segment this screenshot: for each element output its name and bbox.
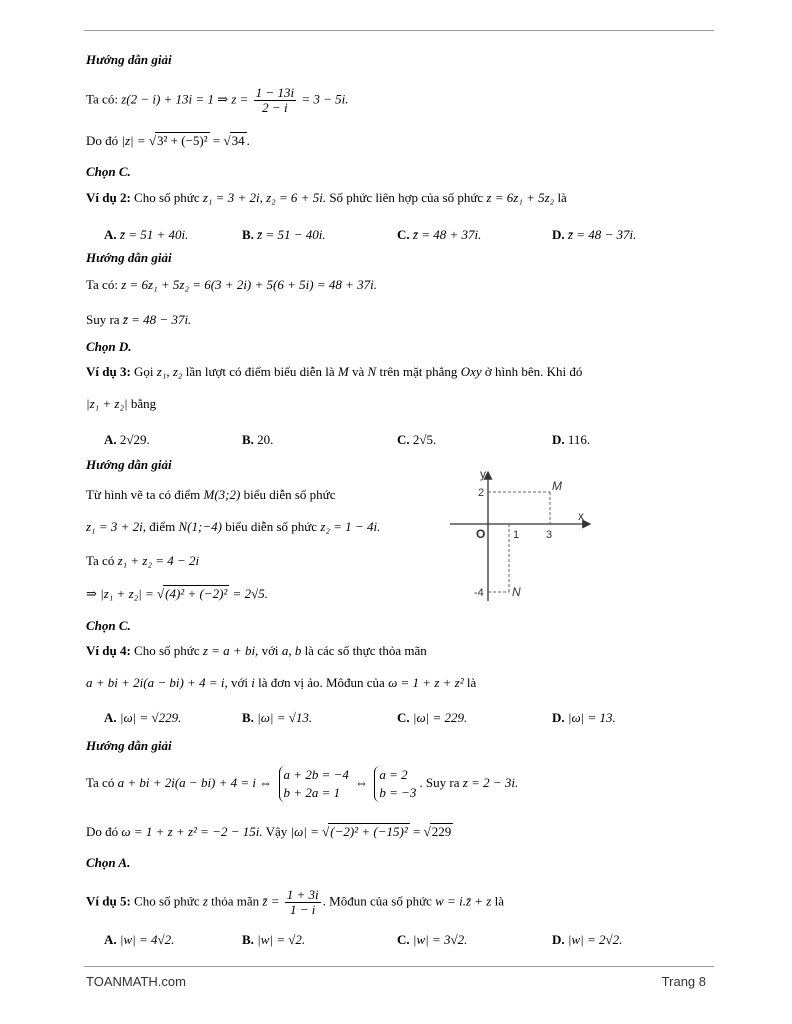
- math: z = 2 − 3i.: [462, 775, 519, 790]
- math: = 2√5.: [232, 586, 268, 601]
- math: z₂ = 1 − 4i.: [320, 519, 381, 534]
- math: M(3;2): [203, 487, 241, 502]
- solution-heading: Hướng dẫn giải: [86, 250, 172, 265]
- text: biểu diễn số phức: [225, 519, 318, 534]
- answer-choice: Chọn D.: [86, 339, 132, 354]
- solution-line: [86, 487, 335, 503]
- text: ở hình bên. Khi đó: [484, 364, 583, 379]
- text: Vậy: [265, 824, 288, 839]
- math: Oxy: [460, 364, 482, 379]
- fraction-numerator: 1 + 3i: [286, 887, 319, 902]
- point-label-n: N: [512, 585, 521, 599]
- origin-label: O: [476, 527, 486, 541]
- example-label: Ví dụ 5:: [86, 893, 131, 909]
- math: z₁ + z₂ = 4 − 2i: [117, 553, 200, 568]
- example-2-question: [86, 190, 567, 206]
- math: |z| =: [121, 133, 146, 148]
- example-4-question-cont: [86, 675, 476, 691]
- solution-line: [86, 277, 377, 293]
- fraction: [254, 86, 296, 115]
- math: = 3 − 5i.: [301, 91, 349, 107]
- text: Suy ra: [425, 775, 460, 790]
- text: Ta có: [86, 553, 115, 568]
- text: lần lượt có điểm biểu diễn là: [185, 364, 335, 379]
- example-label: Ví dụ 4:: [86, 643, 131, 658]
- math: |ω| =: [290, 824, 319, 839]
- math: z₁ = 3 + 2i, z₂ = 6 + 5i.: [202, 190, 327, 205]
- equation-system: [279, 766, 349, 802]
- option-c: C. 2√5.: [397, 432, 437, 447]
- example-3-question-cont: [86, 396, 156, 412]
- radicand: 3² + (−5)²: [157, 133, 208, 148]
- point-label-m: M: [552, 479, 562, 493]
- solution-line: [86, 553, 199, 569]
- text: Ta có:: [86, 277, 118, 292]
- math: =: [412, 824, 421, 839]
- math: z = 6z₁ + 5z₂: [486, 190, 555, 205]
- equation: b = −3: [379, 785, 417, 801]
- radicand: (4)² + (−2)²: [165, 586, 228, 601]
- option-c: C. |ω| = 229.: [397, 710, 468, 725]
- option-a: A. |w| = 4√2.: [104, 932, 175, 947]
- solution-line: Do đó ω = 1 + z + z² = −2 − 15i. Vậy |ω| = √(−2)² + (−15)² = √229: [86, 824, 452, 839]
- solution-line: ⇒ |z₁ + z₂| = √(4)² + (−2)² = 2√5.: [86, 586, 268, 601]
- header-rule: [84, 30, 714, 31]
- answer-choice: Chọn C.: [86, 618, 131, 633]
- text: là các số thực thỏa mãn: [304, 643, 427, 658]
- solution-line: [86, 519, 380, 535]
- math: N(1;−4): [178, 519, 222, 534]
- text: Gọi: [134, 364, 154, 379]
- equation-system: [374, 766, 416, 802]
- tick-label-x: 1: [513, 529, 520, 541]
- math: z₁, z₂: [156, 364, 183, 379]
- fraction-denominator: 1 − i: [290, 902, 316, 917]
- math: ω = 1 + z + z² = −2 − 15i.: [121, 824, 263, 839]
- option-b: B. |w| = √2.: [242, 932, 306, 947]
- text: với: [261, 643, 279, 658]
- footer-rule: [84, 966, 714, 967]
- math: |z₁ + z₂|: [86, 396, 128, 411]
- text: điểm: [149, 519, 176, 534]
- radicand: 229: [431, 824, 452, 839]
- coordinate-graph: [448, 466, 598, 606]
- text: Cho số phức: [134, 893, 200, 909]
- footer-page-number: Trang 8: [661, 974, 706, 989]
- text: Từ hình vẽ ta có điểm: [86, 487, 201, 502]
- math: z = 6z₁ + 5z₂ = 6(3 + 2i) + 5(6 + 5i) = 48 + 37i.: [121, 277, 377, 292]
- math: z₁ = 3 + 2i,: [86, 519, 146, 534]
- example-4-question: [86, 643, 427, 659]
- option-c: C. |w| = 3√2.: [397, 932, 468, 947]
- text: Cho số phức: [134, 190, 200, 205]
- option-a: A. |ω| = √229.: [104, 710, 182, 725]
- text: Ta có: [86, 775, 115, 790]
- text: là: [557, 190, 567, 205]
- fraction-numerator: 1 − 13i: [255, 85, 295, 100]
- solution-line: Do đó |z| = √3² + (−5)² = √34 .: [86, 133, 250, 148]
- example-3-question: [86, 364, 582, 380]
- equation: b + 2a = 1: [283, 785, 341, 801]
- text: Số phức liên hợp của số phức: [329, 190, 484, 205]
- solution-line: [86, 765, 518, 802]
- math: N: [367, 364, 377, 379]
- fraction-denominator: 2 − i: [262, 100, 288, 115]
- math: ω = 1 + z + z²: [388, 675, 464, 690]
- tick-label-y: -4: [474, 587, 484, 599]
- example-label: Ví dụ 2:: [86, 190, 131, 205]
- footer-site: TOANMATH.com: [86, 974, 186, 989]
- math: z̄ = 48 − 37i.: [122, 312, 192, 327]
- y-axis-label: y: [480, 467, 486, 481]
- text: và: [352, 364, 365, 379]
- radicand: 34: [231, 133, 245, 148]
- math: z(2 − i) + 13i = 1 ⇒ z =: [121, 91, 249, 107]
- math: z: [202, 893, 208, 909]
- answer-choice: Chọn A.: [86, 855, 131, 870]
- text: là: [494, 893, 504, 909]
- text: Do đó: [86, 824, 119, 839]
- text: Ta có:: [86, 91, 118, 107]
- option-b: B. z̄ = 51 − 40i.: [242, 227, 326, 242]
- tick-label-y: 2: [478, 487, 485, 499]
- option-a: A. z̄ = 51 + 40i.: [104, 227, 189, 242]
- radicand: (−2)² + (−15)²: [330, 824, 408, 839]
- option-b: B. 20.: [242, 432, 274, 447]
- equation: a + 2b = −4: [283, 767, 349, 783]
- solution-heading: Hướng dẫn giải: [86, 457, 172, 472]
- text: Cho số phức: [134, 643, 200, 658]
- math: w = i.z̄ + z: [435, 893, 492, 909]
- option-b: B. |ω| = √13.: [242, 710, 313, 725]
- text: .: [419, 775, 423, 790]
- math: =: [212, 133, 221, 148]
- option-c: C. z̄ = 48 + 37i.: [397, 227, 482, 242]
- text: với: [230, 675, 248, 690]
- solution-line: [86, 86, 348, 115]
- math: ⇒ |z₁ + z₂| =: [86, 586, 154, 601]
- option-a: A. 2√29.: [104, 432, 150, 447]
- text: Suy ra: [86, 312, 120, 327]
- equation: a = 2: [379, 767, 408, 783]
- text: . Môđun của số phức: [322, 893, 432, 909]
- text: là: [466, 675, 477, 690]
- text: trên mặt phẳng: [379, 364, 458, 379]
- text: Do đó: [86, 133, 119, 148]
- option-d: D. z̄ = 48 − 37i.: [552, 227, 637, 242]
- text: thỏa mãn: [211, 893, 260, 909]
- math: M: [337, 364, 349, 379]
- fraction: [285, 888, 321, 917]
- example-label: Ví dụ 3:: [86, 364, 131, 379]
- math: i: [251, 675, 255, 690]
- solution-heading: Hướng dẫn giải: [86, 52, 172, 67]
- math: a, b: [281, 643, 302, 658]
- math: a + bi + 2i(a − bi) + 4 = i ⇔: [117, 775, 273, 790]
- solution-heading: Hướng dẫn giải: [86, 738, 172, 753]
- option-d: D. |w| = 2√2.: [552, 932, 623, 947]
- tick-label-x: 3: [546, 529, 553, 541]
- solution-line: [86, 312, 191, 328]
- text: là đơn vị ảo. Môđun của: [258, 675, 385, 690]
- example-5-question: [86, 888, 504, 917]
- math: a + bi + 2i(a − bi) + 4 = i,: [86, 675, 228, 690]
- option-d: D. |ω| = 13.: [552, 710, 616, 725]
- text: biểu diễn số phức: [243, 487, 336, 502]
- math: z̄ =: [262, 893, 280, 909]
- x-axis-label: x: [578, 509, 584, 523]
- answer-choice: Chọn C.: [86, 164, 131, 179]
- option-d: D. 116.: [552, 432, 591, 447]
- text: bằng: [130, 396, 157, 411]
- math: ⇔: [355, 775, 369, 790]
- math: z = a + bi,: [202, 643, 259, 658]
